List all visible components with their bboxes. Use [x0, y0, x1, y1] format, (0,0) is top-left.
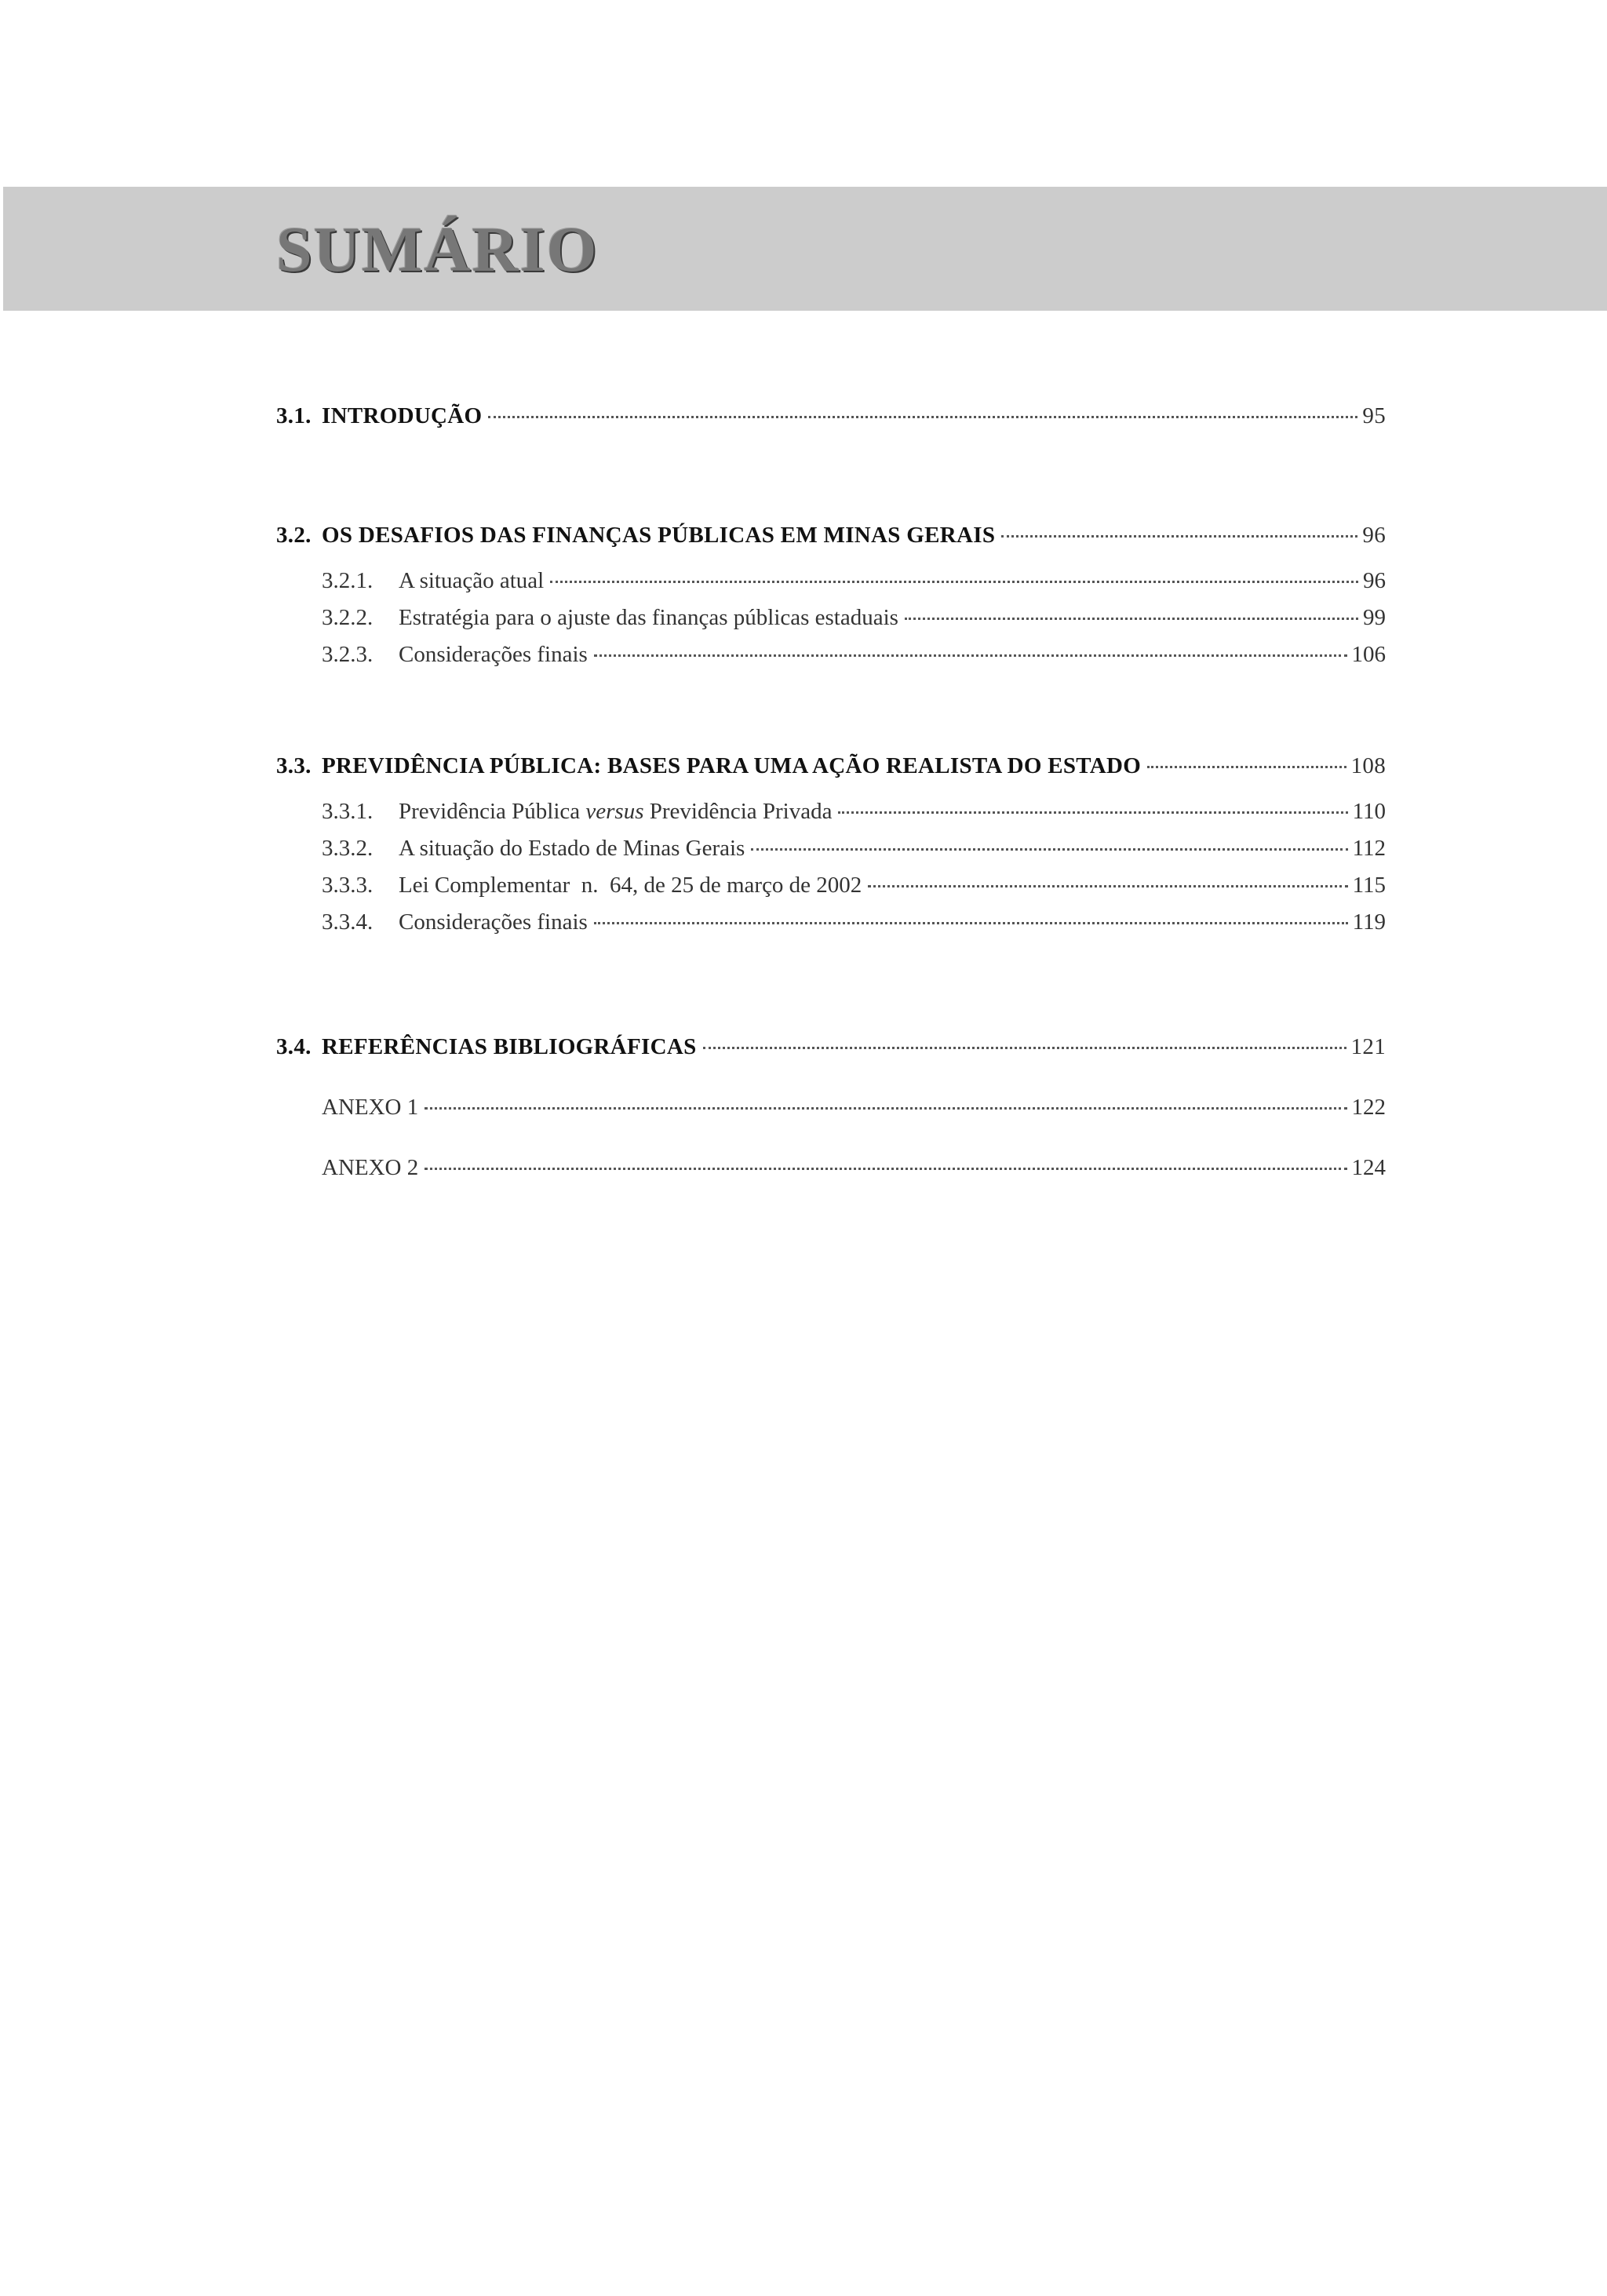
toc-subsection-title: A situação atual: [399, 568, 545, 593]
toc-subsection[interactable]: [276, 905, 1386, 939]
toc-page-number: 121: [1350, 1034, 1386, 1059]
toc-subsection-number: 3.3.1.: [322, 799, 374, 824]
toc-section-previdencia[interactable]: [276, 749, 1386, 783]
toc-subsection-number: 3.3.2.: [322, 836, 374, 861]
dot-leader: [425, 1168, 1346, 1170]
toc-annex-2[interactable]: [276, 1150, 1386, 1185]
page-title: SUMÁRIO: [276, 213, 599, 285]
italic-versus: versus: [585, 799, 644, 824]
toc-page-number: 119: [1352, 909, 1386, 935]
dot-leader: [703, 1047, 1346, 1049]
dot-leader: [868, 885, 1347, 887]
toc-section-referencias[interactable]: [276, 1030, 1386, 1064]
dot-leader: [905, 618, 1358, 620]
toc-subsection-title: Estratégia para o ajuste das finanças públicas estaduais: [399, 605, 898, 630]
toc-subsection-number: 3.3.4.: [322, 909, 374, 935]
toc-subsection-number: 3.3.3.: [322, 873, 374, 898]
toc-section-title: OS DESAFIOS DAS FINANÇAS PÚBLICAS EM MINAS GERAIS: [322, 523, 996, 548]
toc-subsection-title: Lei Complementar n. 64, de 25 de março de 2002: [399, 873, 862, 898]
toc-subsection[interactable]: [276, 563, 1386, 598]
toc-page-number: 124: [1351, 1155, 1386, 1180]
toc-section-number: 3.4.: [276, 1034, 312, 1059]
dot-leader: [1147, 766, 1346, 768]
toc-annex-title: ANEXO 2: [322, 1155, 419, 1180]
dot-leader: [425, 1107, 1346, 1110]
toc-page-number: 96: [1362, 523, 1386, 548]
toc-subsection[interactable]: [276, 637, 1386, 672]
toc-section-number: 3.3.: [276, 753, 312, 778]
toc-section-title: REFERÊNCIAS BIBLIOGRÁFICAS: [322, 1034, 697, 1059]
toc-subsection-title: Considerações finais: [399, 909, 588, 935]
toc-subsection-number: 3.2.3.: [322, 642, 374, 667]
toc-subsection-title: A situação do Estado de Minas Gerais: [399, 836, 745, 861]
toc-annex-title: ANEXO 1: [322, 1095, 419, 1120]
dot-leader: [1001, 535, 1357, 538]
dot-leader: [594, 654, 1347, 657]
toc-page-number: 96: [1363, 568, 1386, 593]
toc-page-number: 122: [1351, 1095, 1386, 1120]
toc-section-number: 3.1.: [276, 403, 312, 428]
toc-subsection-title: Considerações finais: [399, 642, 588, 667]
toc-page-number: 95: [1362, 403, 1386, 428]
dot-leader: [838, 811, 1347, 814]
toc-page-number: 115: [1352, 873, 1386, 898]
toc-subsection[interactable]: [276, 868, 1386, 902]
toc-section-number: 3.2.: [276, 523, 312, 548]
toc-page-number: 112: [1352, 836, 1386, 861]
dot-leader: [488, 416, 1357, 418]
toc-annex-1[interactable]: [276, 1090, 1386, 1124]
dot-leader: [751, 848, 1347, 851]
toc-page-number: 106: [1351, 642, 1386, 667]
toc-subsection-number: 3.2.1.: [322, 568, 374, 593]
toc-subsection[interactable]: [276, 600, 1386, 635]
toc-section-introducao[interactable]: [276, 399, 1386, 433]
toc-page-number: 99: [1363, 605, 1386, 630]
toc-subsection[interactable]: [276, 831, 1386, 866]
toc-subsection-number: 3.2.2.: [322, 605, 374, 630]
toc-section-desafios[interactable]: [276, 518, 1386, 552]
dot-leader: [550, 581, 1358, 583]
toc-section-title: INTRODUÇÃO: [322, 403, 483, 428]
toc-page-number: 108: [1350, 753, 1386, 778]
toc-subsection[interactable]: [276, 794, 1386, 829]
dot-leader: [594, 922, 1348, 924]
toc-section-title: PREVIDÊNCIA PÚBLICA: BASES PARA UMA AÇÃO REALISTA DO ESTADO: [322, 753, 1142, 778]
toc-subsection-title: Previdência Pública versus Previdência Privada: [399, 799, 833, 824]
title-band: [3, 187, 1607, 311]
toc-page-number: 110: [1352, 799, 1386, 824]
